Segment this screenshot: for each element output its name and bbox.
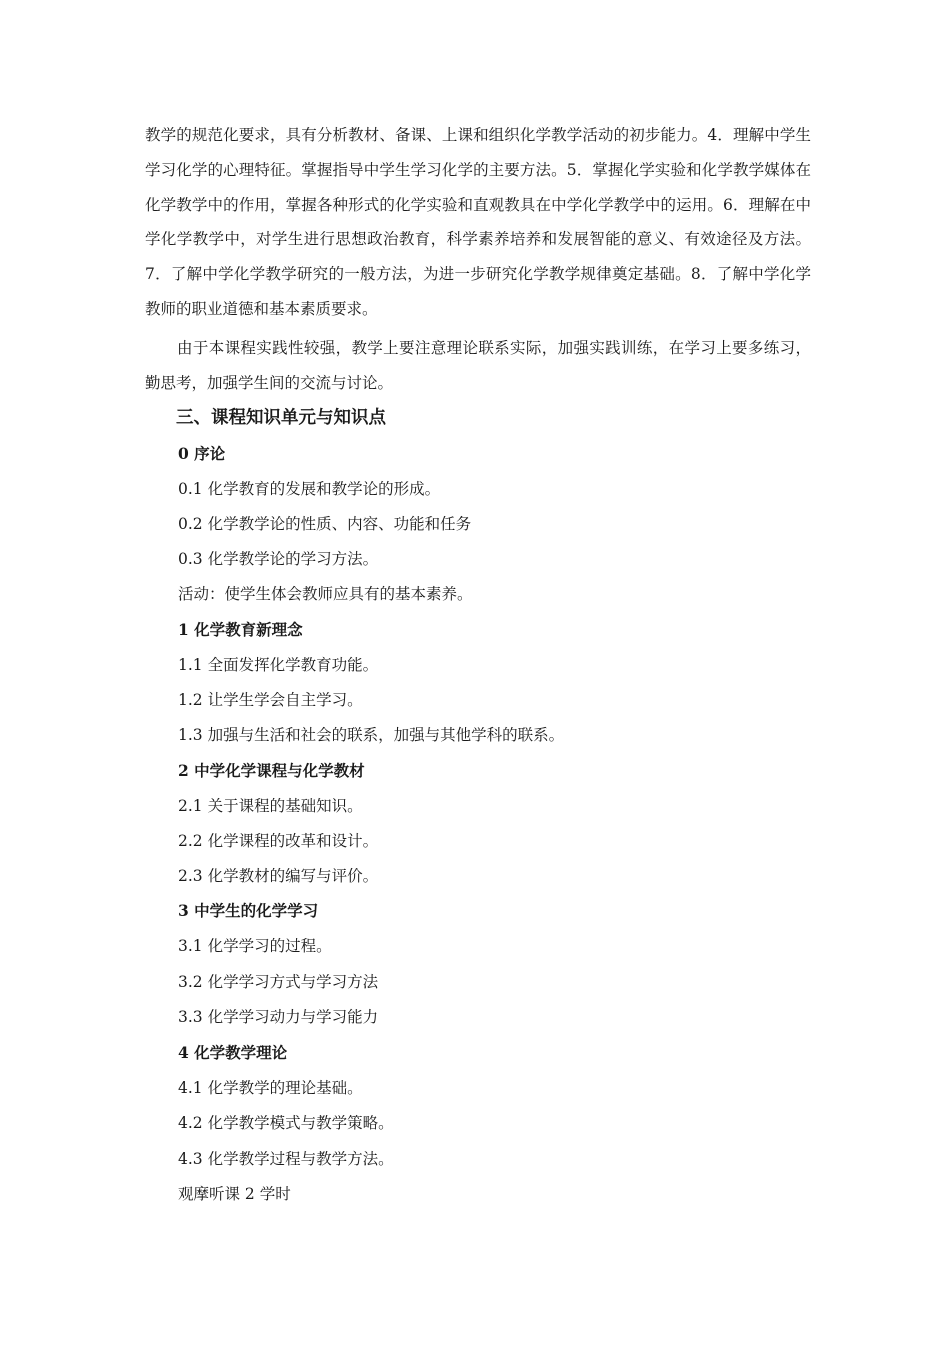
body-paragraph-practice: 由于本课程实践性较强，教学上要注意理论联系实际，加强实践训练，在学习上要多练习，勤思考，加强学生间的交流与讨论。 <box>145 339 811 392</box>
unit-4-item: 4.3 化学教学过程与教学方法。 <box>178 1150 394 1168</box>
unit-3-item: 3.2 化学学习方式与学习方法 <box>178 973 379 991</box>
unit-1-item: 1.2 让学生学会自主学习。 <box>178 691 363 709</box>
body-paragraph-objectives: 教学的规范化要求，具有分析教材、备课、上课和组织化学教学活动的初步能力。4．理解中学生学习化学的心理特征。掌握指导中学生学习化学的主要方法。5．掌握化学实验和化学教学媒体在化学教学中的作用，掌握各种形式的化学实验和直观教具在中学化学教学中的运用。6．理解在中学化学教学中，对学生进行思想政治教育，科学素养培养和发展智能的意义、有效途径及方法。7．了解中学化学教学研究的一般方法，为进一步研究化学教学规律奠定基础。8．了解中学化学教师的职业道德和基本素质要求。 <box>145 126 811 318</box>
section-title: 三、课程知识单元与知识点 <box>176 408 386 428</box>
unit-0-item: 0.3 化学教学论的学习方法。 <box>178 550 379 568</box>
unit-4-item: 4.2 化学教学模式与教学策略。 <box>178 1114 394 1132</box>
unit-1-item: 1.1 全面发挥化学教育功能。 <box>178 656 379 674</box>
unit-2-item: 2.2 化学课程的改革和设计。 <box>178 832 379 850</box>
unit-title-0: 0 序论 <box>178 444 226 463</box>
unit-title-4: 4 化学教学理论 <box>178 1043 288 1062</box>
unit-title-3: 3 中学生的化学学习 <box>178 901 319 920</box>
unit-0-activity: 活动：使学生体会教师应具有的基本素养。 <box>178 585 473 603</box>
unit-title-1: 1 化学教育新理念 <box>178 620 303 639</box>
unit-2-item: 2.3 化学教材的编写与评价。 <box>178 867 379 885</box>
unit-4-item: 4.1 化学教学的理论基础。 <box>178 1079 363 1097</box>
unit-3-item: 3.3 化学学习动力与学习能力 <box>178 1008 379 1026</box>
unit-3-item: 3.1 化学学习的过程。 <box>178 937 332 955</box>
unit-2-item: 2.1 关于课程的基础知识。 <box>178 797 363 815</box>
unit-title-2: 2 中学化学课程与化学教材 <box>178 761 365 780</box>
unit-0-item: 0.1 化学教育的发展和教学论的形成。 <box>178 480 441 498</box>
unit-0-item: 0.2 化学教学论的性质、内容、功能和任务 <box>178 515 472 533</box>
unit-1-item: 1.3 加强与生活和社会的联系，加强与其他学科的联系。 <box>178 726 565 744</box>
unit-4-observation-note: 观摩听课 2 学时 <box>178 1185 291 1203</box>
